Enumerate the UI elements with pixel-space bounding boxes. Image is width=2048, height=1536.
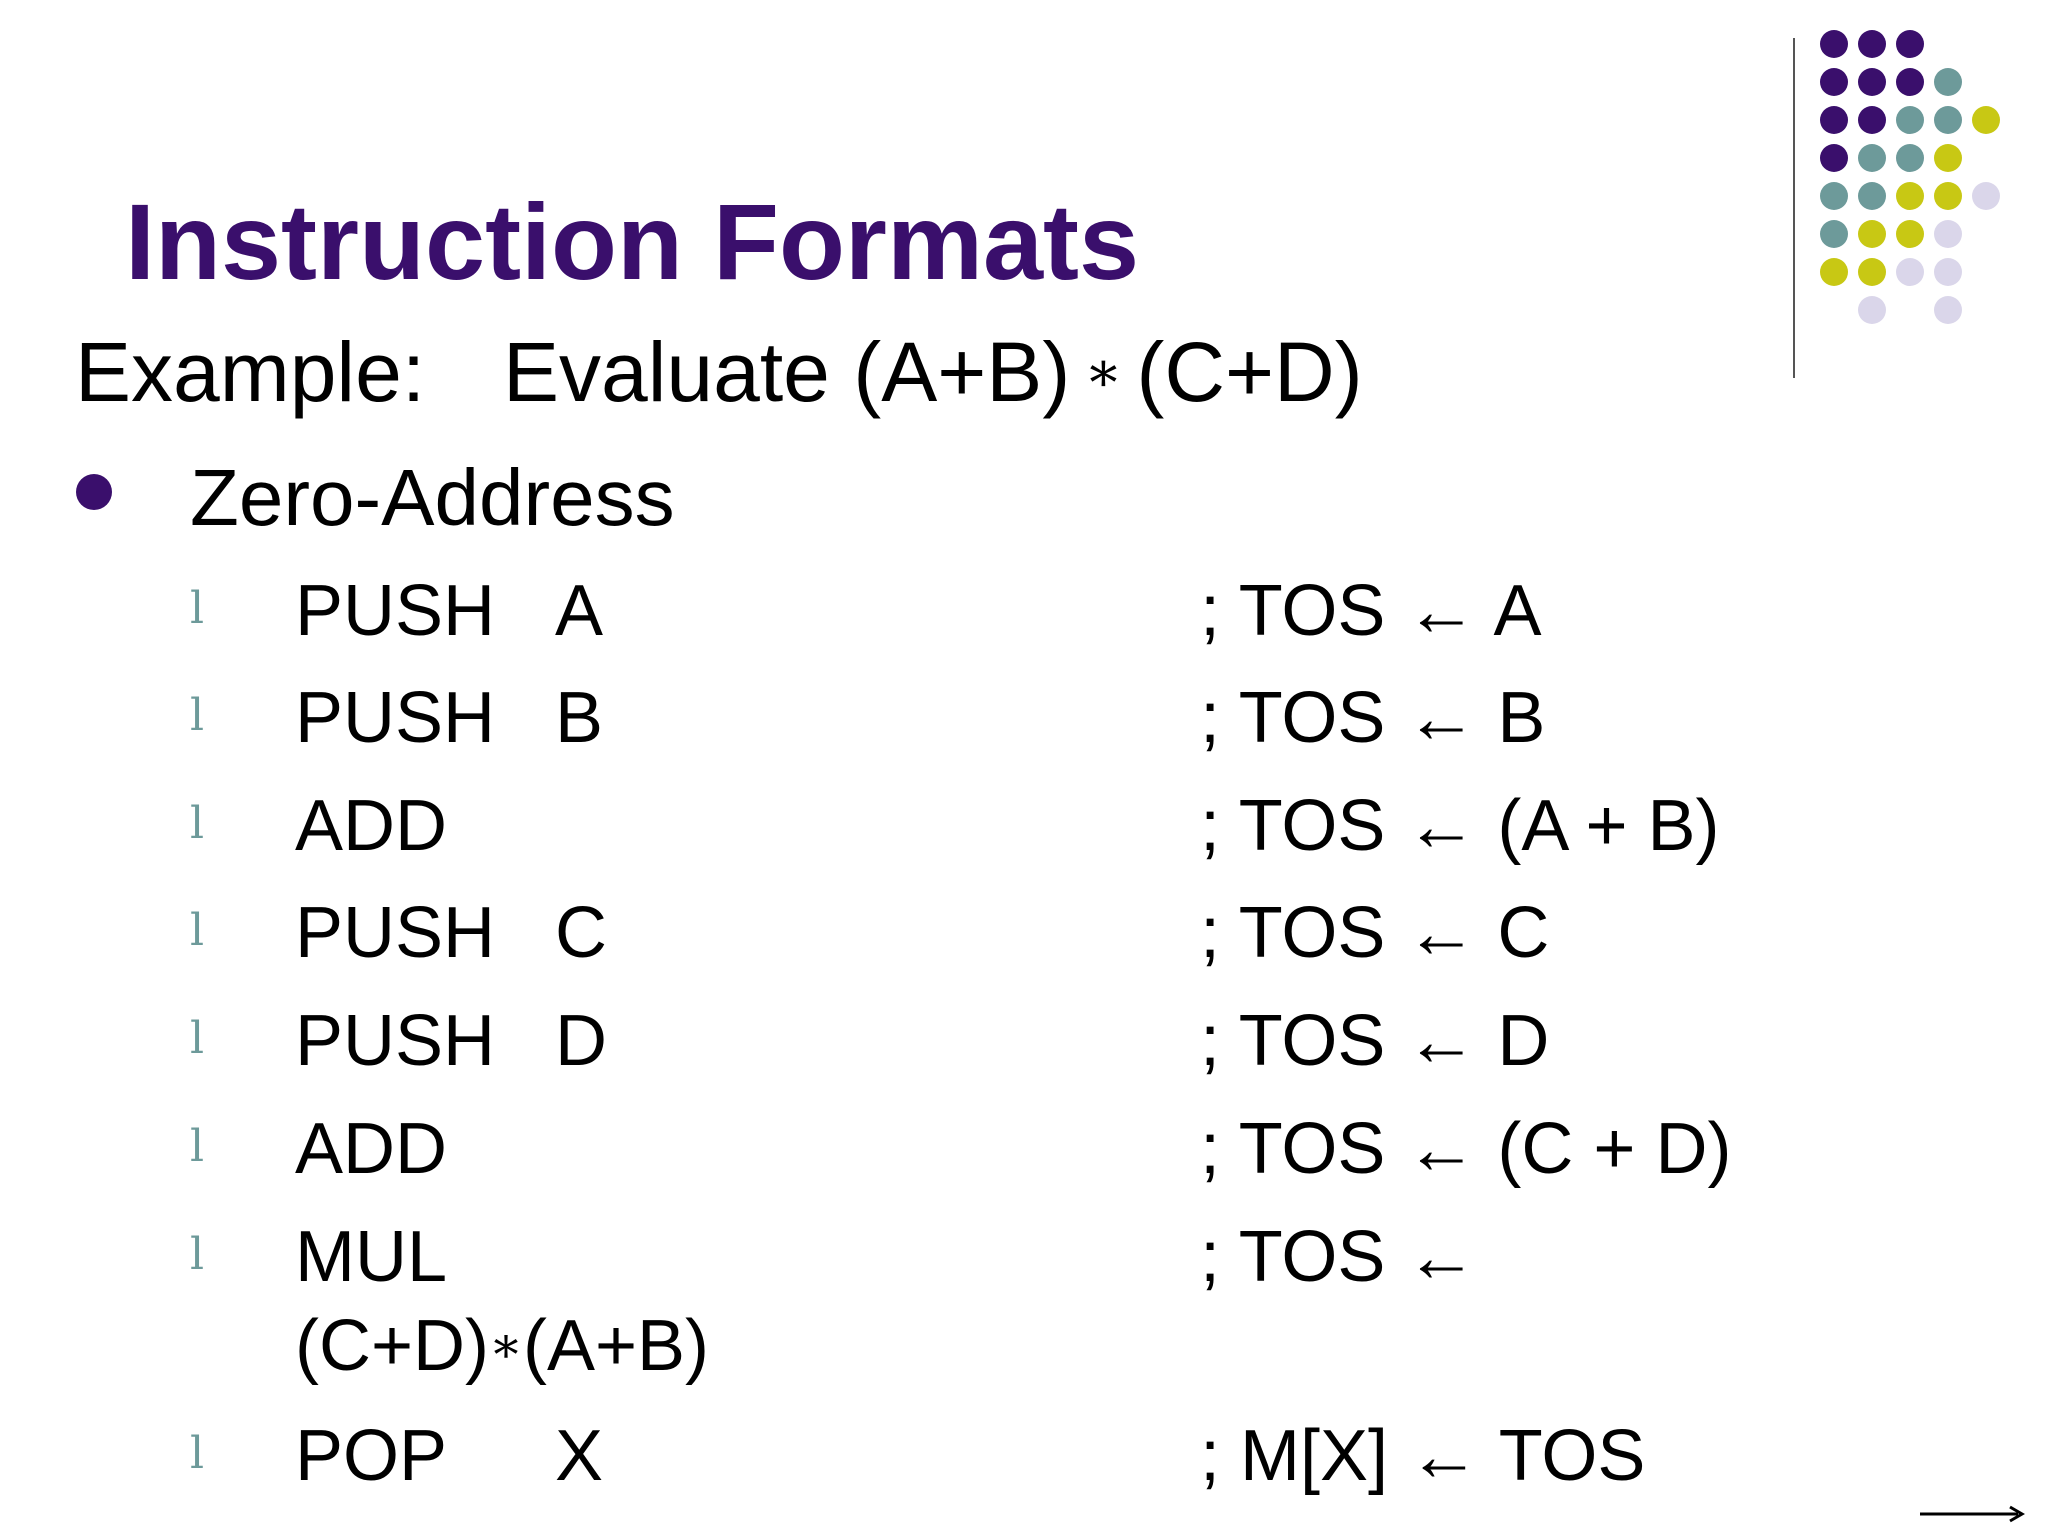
list-marker: l: [190, 690, 205, 741]
opcode: PUSH: [295, 893, 496, 973]
decorative-dot: [1934, 258, 1962, 286]
operand: B: [555, 678, 604, 758]
decorative-dot: [1896, 144, 1924, 172]
continuation-right: (A+B): [522, 1306, 710, 1386]
decorative-dot: [1934, 144, 1962, 172]
instruction-row: [0, 893, 2048, 987]
opcode: ADD: [295, 786, 448, 866]
instruction-row: [0, 1217, 2048, 1311]
decorative-dot: [1820, 68, 1848, 96]
decorative-dot: [1934, 68, 1962, 96]
opcode: ADD: [295, 1109, 448, 1189]
list-marker: l: [190, 583, 205, 634]
list-marker: l: [190, 1428, 205, 1479]
opcode: MUL: [295, 1217, 448, 1297]
instruction-row: [0, 678, 2048, 772]
decorative-dot: [1896, 30, 1924, 58]
divider-line: [1793, 38, 1795, 378]
instruction: [295, 1416, 604, 1496]
multiply-operator: ∗: [1084, 340, 1123, 405]
list-marker: l: [190, 1121, 205, 1172]
instruction: [295, 1109, 555, 1189]
decorative-dot: [1972, 106, 2000, 134]
decorative-dot: [1858, 296, 1886, 324]
instruction-continuation: [295, 1306, 710, 1386]
example-line: [75, 325, 1363, 419]
decorative-dot: [1896, 68, 1924, 96]
decorative-dot: [1972, 182, 2000, 210]
instruction: [295, 571, 604, 651]
operand: D: [555, 1001, 607, 1081]
decorative-dot: [1820, 182, 1848, 210]
bullet-heading: Zero-Address: [190, 453, 675, 542]
list-marker: l: [190, 1013, 205, 1064]
decorative-dot: [1858, 220, 1886, 248]
opcode: PUSH: [295, 571, 496, 651]
instruction: [295, 678, 604, 758]
instruction-comment: ; TOS ←: [1200, 1217, 1478, 1297]
example-expression-left: Evaluate (A+B): [503, 325, 1071, 419]
decorative-dot-grid: [1820, 30, 2040, 340]
opcode: PUSH: [295, 678, 496, 758]
instruction-comment: ; M[X] ← TOS: [1200, 1416, 1646, 1496]
decorative-dot: [1896, 258, 1924, 286]
decorative-dot: [1934, 106, 1962, 134]
operand: A: [555, 571, 604, 651]
list-marker: l: [190, 798, 205, 849]
example-expression-right: (C+D): [1136, 325, 1363, 419]
operand: C: [555, 893, 607, 973]
example-label: Example:: [75, 325, 426, 419]
decorative-dot: [1896, 106, 1924, 134]
bullet-icon: [76, 474, 112, 510]
instruction-row: [0, 1109, 2048, 1203]
operand: X: [555, 1416, 604, 1496]
decorative-dot: [1858, 106, 1886, 134]
decorative-dot: [1858, 144, 1886, 172]
decorative-dot: [1858, 182, 1886, 210]
instruction-comment: ; TOS ← A: [1200, 571, 1542, 651]
instruction-row: [0, 786, 2048, 880]
decorative-dot: [1858, 68, 1886, 96]
instruction: [295, 893, 607, 973]
instruction-comment: ; TOS ← C: [1200, 893, 1550, 973]
list-marker: l: [190, 1229, 205, 1280]
instruction-row: [0, 1416, 2048, 1510]
decorative-dot: [1896, 220, 1924, 248]
decorative-dot: [1858, 258, 1886, 286]
instruction: [295, 1217, 555, 1297]
instruction-comment: ; TOS ← (C + D): [1200, 1109, 1732, 1189]
decorative-dot: [1896, 182, 1924, 210]
decorative-dot: [1820, 144, 1848, 172]
decorative-dot: [1820, 220, 1848, 248]
instruction-comment: ; TOS ← B: [1200, 678, 1546, 758]
page-title: Instruction Formats: [125, 181, 1140, 302]
decorative-dot: [1858, 30, 1886, 58]
next-arrow-icon[interactable]: [1918, 1504, 2028, 1524]
decorative-dot: [1934, 220, 1962, 248]
multiply-operator: ∗: [489, 1316, 523, 1374]
opcode: PUSH: [295, 1001, 496, 1081]
opcode: POP: [295, 1416, 448, 1496]
decorative-dot: [1934, 296, 1962, 324]
continuation-left: (C+D): [295, 1306, 489, 1386]
instruction-comment: ; TOS ← (A + B): [1200, 786, 1720, 866]
decorative-dot: [1820, 30, 1848, 58]
decorative-dot: [1820, 258, 1848, 286]
instruction-comment: ; TOS ← D: [1200, 1001, 1550, 1081]
instruction: [295, 786, 555, 866]
instruction: [295, 1001, 607, 1081]
decorative-dot: [1820, 106, 1848, 134]
list-marker: l: [190, 905, 205, 956]
decorative-dot: [1934, 182, 1962, 210]
instruction-row: [0, 1001, 2048, 1095]
instruction-row: [0, 571, 2048, 665]
